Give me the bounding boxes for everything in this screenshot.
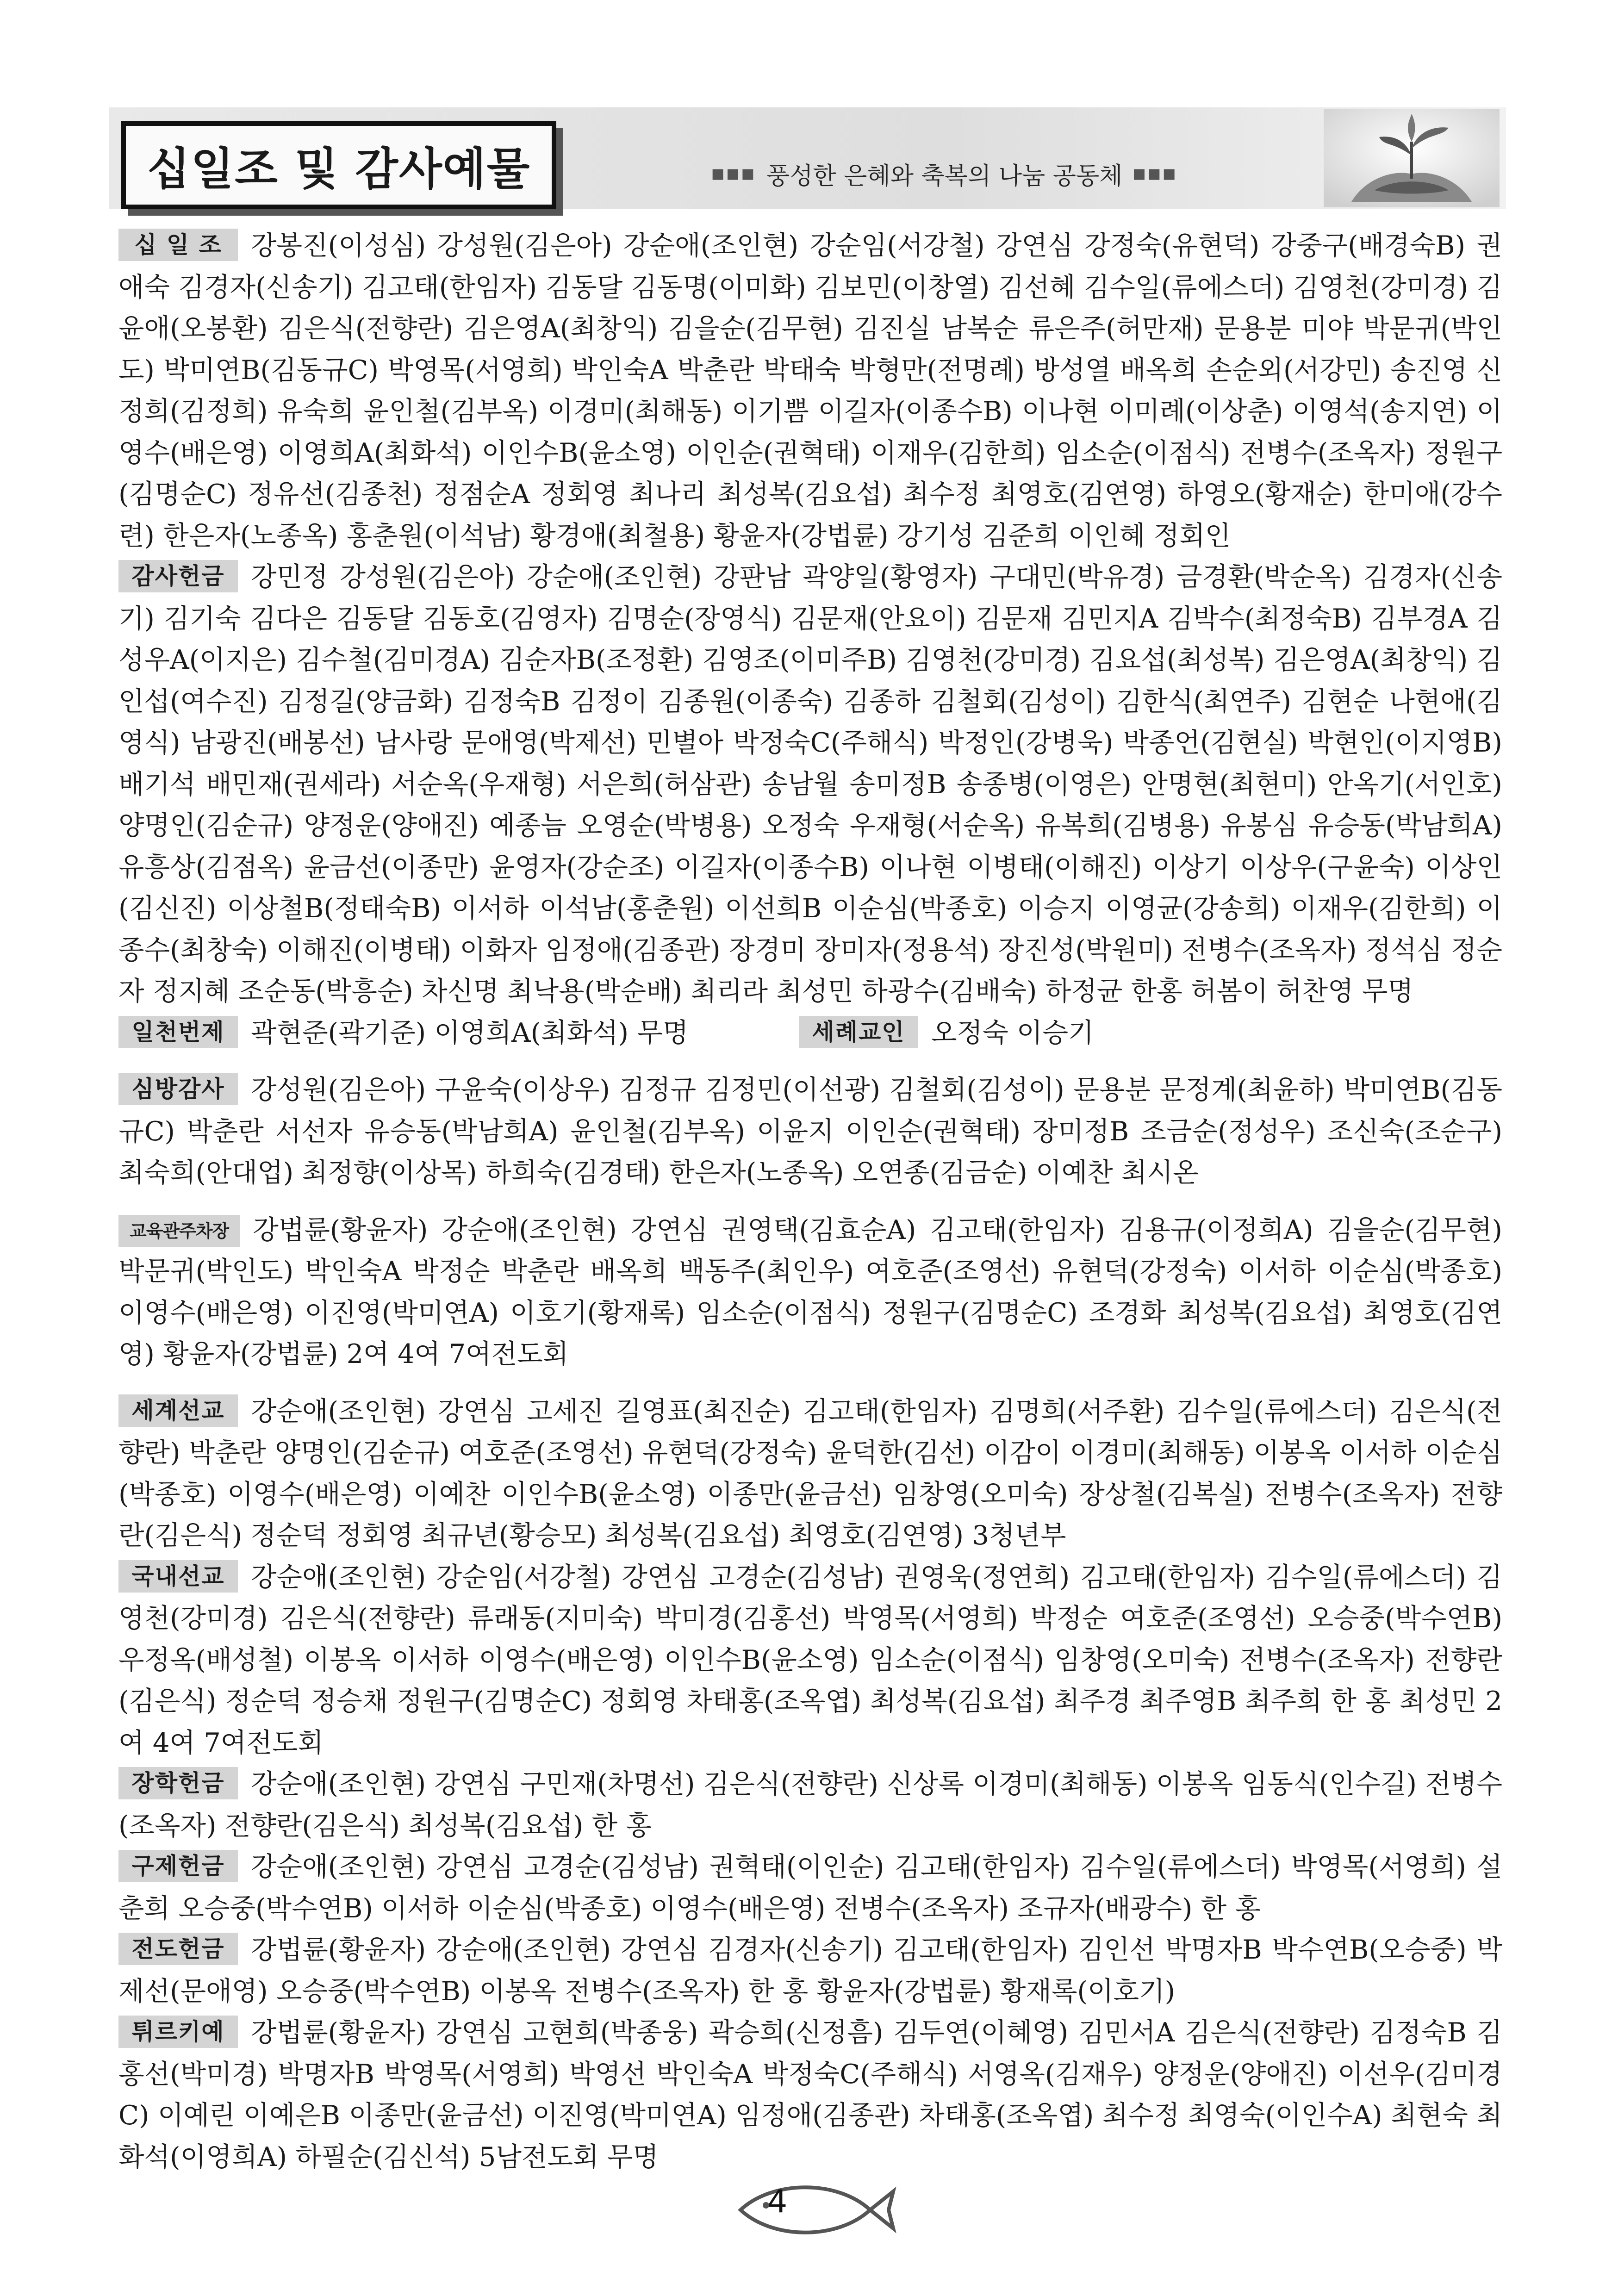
section-names: 오정숙 이승기 xyxy=(931,1017,1094,1048)
page-number: 4 xyxy=(767,2184,788,2220)
section-evangelism xyxy=(118,1929,1502,2012)
section-pair-row xyxy=(118,1012,1502,1054)
section-thanks-offering xyxy=(118,556,1502,1012)
section-relief xyxy=(118,1846,1502,1929)
section-names: 강성원(김은아) 구윤숙(이상우) 김정규 김정민(이선광) 김철회(김성이) 문용분 문정계(최윤하) 박미연B(김동규C) 박춘란 서선자 유승동(박남희A) 윤인철(김부옥) 이윤지 이인순(권혁태) 장미정B 조금순(정성우) 조신숙(조순구) 최숙희(안대업) 최정향(이상목) 하희숙(김경태) 한은자(노종옥) 오연종(김금순) 이예찬 최시온 xyxy=(118,1074,1502,1188)
section-names: 강순애(조인현) 강순임(서강철) 강연심 고경순(김성남) 권영욱(정연희) 김고태(한임자) 김수일(류에스더) 김영천(강미경) 김은식(전향란) 류래동(지미숙) 박미경(김홍선) 박영목(서영희) 박정순 여호준(조영선) 오승중(박수연B) 우정옥(배성철) 이봉옥 이서하 이영수(배은영) 이인수B(윤소영) 임소순(이점식) 임창영(오미숙) 전병수(조옥자) 전향란(김은식) 정순덕 정승채 정원구(김명순C) 정회영 차태홍(조옥엽) 최성복(김요섭) 최주경 최주영B 최주희 한 홍 최성민 2여 4여 7여전도회 xyxy=(118,1561,1502,1758)
section-label: 장학헌금 xyxy=(118,1767,238,1799)
section-names: 강민정 강성원(김은아) 강순애(조인현) 강판남 곽양일(황영자) 구대민(박유경) 금경환(박순옥) 김경자(신송기) 김기숙 김다은 김동달 김동호(김영자) 김명순(장영식) 김문재(안요이) 김문재 김민지A 김박수(최정숙B) 김부경A 김성우A(이지은) 김수철(김미경A) 김순자B(조정환) 김영조(이미주B) 김영천(강미경) 김요섭(최성복) 김은영A(최창익) 김인섭(여수진) 김정길(양금화) 김정숙B 김정이 김종원(이종숙) 김종하 김철회(김성이) 김한식(최연주) 김현순 나현애(김영식) 남광진(배봉선) 남사랑 문애영(박제선) 민별아 박정숙C(주해식) 박정인(강병욱) 박종언(김현실) 박현인(이지영B) 배기석 배민재(권세라) 서순옥(우재형) 서은희(허삼관) 송남월 송미정B 송종병(이영은) 안명현(최현미) 안옥기(서인호) 양명인(김순규) 양정운(양애진) 예종늠 오영순(박병용) 오정숙 우재형(서순옥) 유복희(김병용) 유봉심 유승동(박남희A) 유흥상(김점옥) 윤금선(이종만) 윤영자(강순조) 이길자(이종수B) 이나현 이병태(이해진) 이상기 이상우(구윤숙) 이상인(김신진) 이상철B(정태숙B) 이서하 이석남(홍춘원) 이선희B 이순심(박종호) 이승지 이영균(강송희) 이재우(김한희) 이종수(최창숙) 이해진(이병태) 이화자 임정애(김종관) 장경미 장미자(정용석) 장진성(박원미) 전병수(조옥자) 정석심 정순자 정지혜 조순동(박흥순) 차신명 최낙용(박순배) 최리라 최성민 하광수(김배숙) 하정균 한홍 허봄이 허찬영 무명 xyxy=(118,561,1502,1007)
section-label: 심방감사 xyxy=(118,1073,238,1105)
hands-seedling-illustration xyxy=(1324,109,1500,207)
section-tithe xyxy=(118,225,1502,556)
section-label: 구제헌금 xyxy=(118,1850,238,1882)
fish-icon xyxy=(731,2175,898,2245)
section-scholarship xyxy=(118,1763,1502,1846)
tagline-ornament-right: ■■■ xyxy=(1133,166,1178,182)
section-turkiye xyxy=(118,2012,1502,2178)
tagline-ornament-left: ■■■ xyxy=(711,166,757,182)
section-label: 교육관주차장 xyxy=(118,1215,240,1247)
section-names: 강순애(조인현) 강연심 고경순(김성남) 권혁태(이인순) 김고태(한임자) 김수일(류에스더) 박영목(서영희) 설춘희 오승중(박수연B) 이서하 이순심(박종호) 이영수(배은영) 전병수(조옥자) 조규자(배광수) 한 홍 xyxy=(118,1851,1502,1924)
section-label: 전도헌금 xyxy=(118,1933,238,1965)
section-visitation-thanks xyxy=(118,1069,1502,1194)
section-names: 강봉진(이성심) 강성원(김은아) 강순애(조인현) 강순임(서강철) 강연심 강정숙(유현덕) 강중구(배경숙B) 권애숙 김경자(신송기) 김고태(한임자) 김동달 김동명(이미화) 김보민(이창열) 김선혜 김수일(류에스더) 김영천(강미경) 김윤애(오봉환) 김은식(전향란) 김은영A(최창익) 김을순(김무현) 김진실 남복순 류은주(허만재) 문용분 미야 박문귀(박인도) 박미연B(김동규C) 박영목(서영희) 박인숙A 박춘란 박태숙 박형만(전명례) 방성열 배옥희 손순외(서강민) 송진영 신정희(김정희) 유숙희 윤인철(김부옥) 이경미(최해동) 이기쁨 이길자(이종수B) 이나현 이미례(이상춘) 이영석(송지연) 이영수(배은영) 이영희A(최화석) 이인수B(윤소영) 이인순(권혁태) 이재우(김한희) 임소순(이점식) 전병수(조옥자) 정원구(김명순C) 정유선(김종천) 정점순A 정회영 최나리 최성복(김요섭) 최수정 최영호(김연영) 하영오(황재순) 한미애(강수련) 한은자(노종옥) 홍춘원(이석남) 황경애(최철용) 황윤자(강법륜) 강기성 김준희 이인혜 정회인 xyxy=(118,230,1502,551)
section-label: 국내선교 xyxy=(118,1560,238,1593)
section-label: 세계선교 xyxy=(118,1394,238,1427)
tagline-text: 풍성한 은혜와 축복의 나눔 공동체 xyxy=(766,162,1123,190)
page-title: 십일조 및 감사예물 xyxy=(121,121,556,209)
section-thousand-offering xyxy=(118,1012,799,1054)
section-names: 강순애(조인현) 강연심 구민재(차명선) 김은식(전향란) 신상록 이경미(최해동) 이봉옥 임동식(인수길) 전병수(조옥자) 전향란(김은식) 최성복(김요섭) 한 홍 xyxy=(118,1768,1502,1841)
section-label: 튀르키예 xyxy=(118,2016,238,2048)
section-names: 강순애(조인현) 강연심 고세진 길영표(최진순) 김고태(한임자) 김명희(서주환) 김수일(류에스더) 김은식(전향란) 박춘란 양명인(김순규) 여호준(조영선) 유현덕(강정숙) 윤덕한(김선) 이감이 이경미(최해동) 이봉옥 이서하 이순심(박종호) 이영수(배은영) 이예찬 이인수B(윤소영) 이종만(윤금선) 임창영(오미숙) 장상철(김복실) 전병수(조옥자) 전향란(김은식) 정순덕 정회영 최규년(황승모) 최성복(김요섭) 최영호(김연영) 3청년부 xyxy=(118,1395,1502,1551)
section-label: 십 일 조 xyxy=(118,229,238,261)
section-names: 강법륜(황윤자) 강순애(조인현) 강연심 김경자(신송기) 김고태(한임자) 김인선 박명자B 박수연B(오승중) 박제선(문애영) 오승중(박수연B) 이봉옥 전병수(조옥자) 한 홍 황윤자(강법륜) 황재록(이호기) xyxy=(118,1934,1502,2007)
section-names: 곽현준(곽기준) 이영희A(최화석) 무명 xyxy=(251,1017,689,1048)
section-education-parking xyxy=(118,1209,1502,1375)
offering-list xyxy=(118,225,1502,2178)
tagline xyxy=(701,156,1188,191)
section-domestic-mission xyxy=(118,1556,1502,1764)
section-baptized-members xyxy=(799,1012,1479,1054)
section-label: 감사헌금 xyxy=(118,560,238,592)
section-names: 강법륜(황윤자) 강순애(조인현) 강연심 권영택(김효순A) 김고태(한임자) 김용규(이정희A) 김을순(김무현) 박문귀(박인도) 박인숙A 박정순 박춘란 배옥희 백동주(최인우) 여호준(조영선) 유현덕(강정숙) 이서하 이순심(박종호) 이영수(배은영) 이진영(박미연A) 이호기(황재록) 임소순(이점식) 정원구(김명순C) 조경화 최성복(김요섭) 최영호(김연영) 황윤자(강법륜) 2여 4여 7여전도회 xyxy=(118,1214,1502,1369)
section-world-mission xyxy=(118,1391,1502,1556)
section-label: 일천번제 xyxy=(118,1016,238,1048)
section-label: 세례교인 xyxy=(799,1016,918,1048)
section-names: 강법륜(황윤자) 강연심 고현희(박종웅) 곽승희(신정흠) 김두연(이혜영) 김민서A 김은식(전향란) 김정숙B 김홍선(박미경) 박명자B 박영목(서영희) 박영선 박인숙A 박정숙C(주해식) 서영옥(김재우) 양정운(양애진) 이선우(김미경C) 이예린 이예은B 이종만(윤금선) 이진영(박미연A) 임정애(김종관) 차태홍(조옥엽) 최수정 최영숙(이인수A) 최현숙 최화석(이영희A) 하필순(김신석) 5남전도회 무명 xyxy=(118,2017,1502,2172)
